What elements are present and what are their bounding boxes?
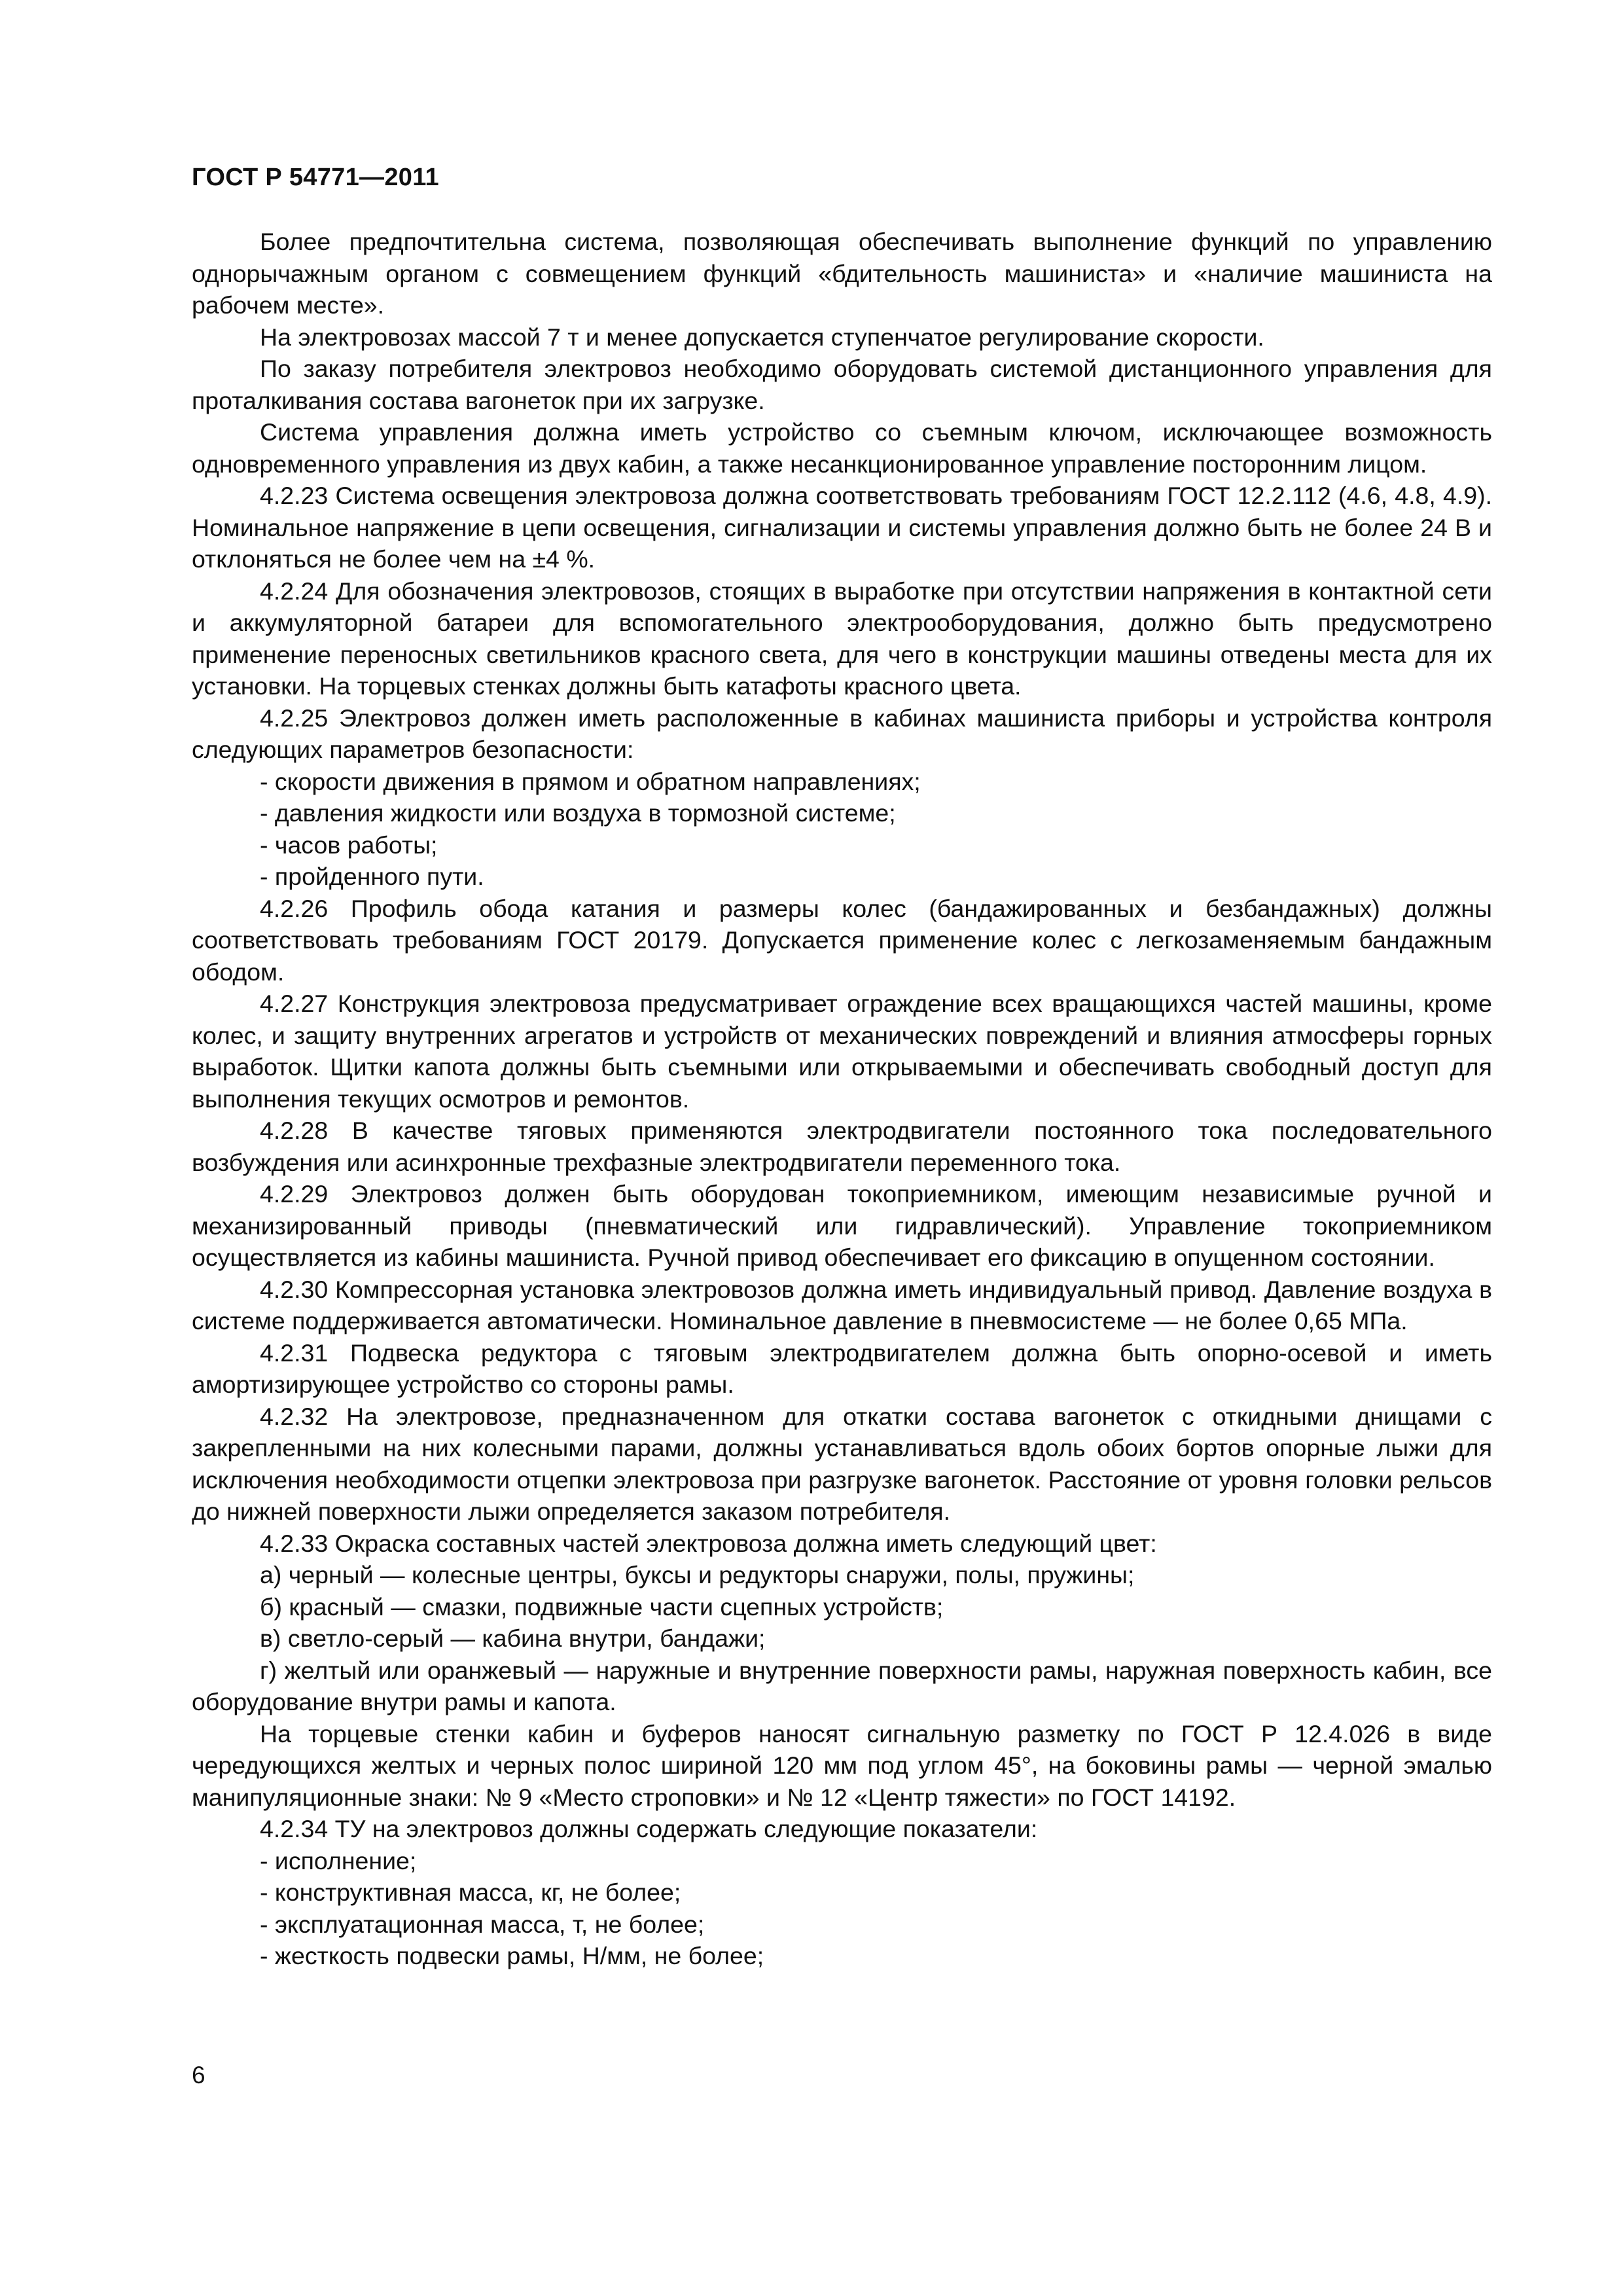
page-number: 6 [192,2062,205,2089]
list-item: - конструктивная масса, кг, не более; [260,1878,681,1906]
paragraph: 4.2.27 Конструкция электровоза предусматривает ограждение всех вращающихся частей машины, кроме колес, и защиту внутренних агрегатов и устройств от механических повреждений и влияния атмосферы горных выработок. Щитки капота должны быть съемными или открываемыми и обеспечивать свободный доступ для выполнения текущих осмотров и ремонтов. [192,990,1492,1113]
paragraph: 4.2.24 Для обозначения электровозов, стоящих в выработке при отсутствии напряжения в контактной сети и аккумуляторной батареи для вспомогательного электрооборудования, должно быть предусмотрено применение переносных светильников красного света, для чего в конструкции машины отведены места для их установки. На торцевых стенках должны быть катафоты красного цвета. [192,577,1492,700]
list-item: - скорости движения в прямом и обратном направлениях; [260,767,921,795]
list-item: - эксплуатационная масса, т, не более; [260,1910,705,1938]
list-item: - пройденного пути. [260,863,484,890]
page-header-standard-number: ГОСТ Р 54771—2011 [192,164,439,191]
paragraph: 4.2.23 Система освещения электровоза должна соответствовать требованиям ГОСТ 12.2.112 (4.6, 4.8, 4.9). Номинальное напряжение в цепи освещения, сигнализации и системы управления должно быть не более 24 В и отклоняться не более чем на ±4 %. [192,482,1492,573]
paragraph: На электровозах массой 7 т и менее допускается ступенчатое регулирование скорости. [260,323,1264,351]
paragraph: г) желтый или оранжевый — наружные и внутренние поверхности рамы, наружная поверхность кабин, все оборудование внутри рамы и капота. [192,1656,1492,1715]
paragraph: 4.2.33 Окраска составных частей электровоза должна иметь следующий цвет: [260,1529,1157,1557]
paragraph: в) светло-серый — кабина внутри, бандажи; [260,1624,766,1652]
paragraph: 4.2.29 Электровоз должен быть оборудован токоприемником, имеющим независимые ручной и механизированный приводы (пневматический или гидравлический). Управление токоприемником осуществляется из кабины машиниста. Ручной привод обеспечивает его фиксацию в опущенном состоянии. [192,1180,1492,1271]
document-body [192,226,1492,1972]
paragraph: Более предпочтительна система, позволяющая обеспечивать выполнение функций по управлению однорычажным органом с совмещением функций «бдительность машиниста» и «наличие машиниста на рабочем месте». [192,228,1492,319]
paragraph: 4.2.28 В качестве тяговых применяются электродвигатели постоянного тока последовательного возбуждения или асинхронные трехфазные электродвигатели переменного тока. [192,1117,1492,1176]
paragraph: 4.2.25 Электровоз должен иметь расположенные в кабинах машиниста приборы и устройства контроля следующих параметров безопасности: [192,704,1492,763]
list-item: - давления жидкости или воздуха в тормозной системе; [260,799,896,827]
list-item: - часов работы; [260,831,438,859]
paragraph: На торцевые стенки кабин и буферов наносят сигнальную разметку по ГОСТ Р 12.4.026 в виде чередующихся желтых и черных полос шириной 120 мм под углом 45°, на боковины рамы — черной эмалью манипуляционные знаки: № 9 «Место строповки» и № 12 «Центр тяжести» по ГОСТ 14192. [192,1719,1492,1811]
paragraph: 4.2.26 Профиль обода катания и размеры колес (бандажированных и безбандажных) должны соответствовать требованиям ГОСТ 20179. Допускается применение колес с легкозаменяемым бандажным ободом. [192,894,1492,986]
paragraph: 4.2.34 ТУ на электровоз должны содержать следующие показатели: [260,1815,1038,1842]
paragraph: Система управления должна иметь устройство со съемным ключом, исключающее возможность одновременного управления из двух кабин, а также несанкционированное управление посторонним лицом. [192,418,1492,478]
list-item: - жесткость подвески рамы, Н/мм, не более; [260,1942,764,1969]
paragraph: 4.2.30 Компрессорная установка электровозов должна иметь индивидуальный привод. Давление воздуха в системе поддерживается автоматически. Номинальное давление в пневмосистеме — не более 0,65 МПа. [192,1275,1492,1335]
paragraph: 4.2.32 На электровозе, предназначенном для откатки состава вагонеток с откидными днищами с закрепленными на них колесными парами, должны устанавливаться вдоль обоих бортов опорные лыжи для исключения необходимости отцепки электровоза при разгрузке вагонеток. Расстояние от уровня головки рельсов до нижней поверхности лыжи определяется заказом потребителя. [192,1402,1492,1525]
list-item: - исполнение; [260,1846,417,1874]
paragraph: б) красный — смазки, подвижные части сцепных устройств; [260,1592,944,1621]
paragraph: По заказу потребителя электровоз необходимо оборудовать системой дистанционного управления для проталкивания состава вагонеток при их загрузке. [192,355,1492,414]
paragraph: а) черный — колесные центры, буксы и редукторы снаружи, полы, пружины; [260,1561,1135,1588]
paragraph: 4.2.31 Подвеска редуктора с тяговым электродвигателем должна быть опорно-осевой и иметь амортизирующее устройство со стороны рамы. [192,1338,1492,1398]
